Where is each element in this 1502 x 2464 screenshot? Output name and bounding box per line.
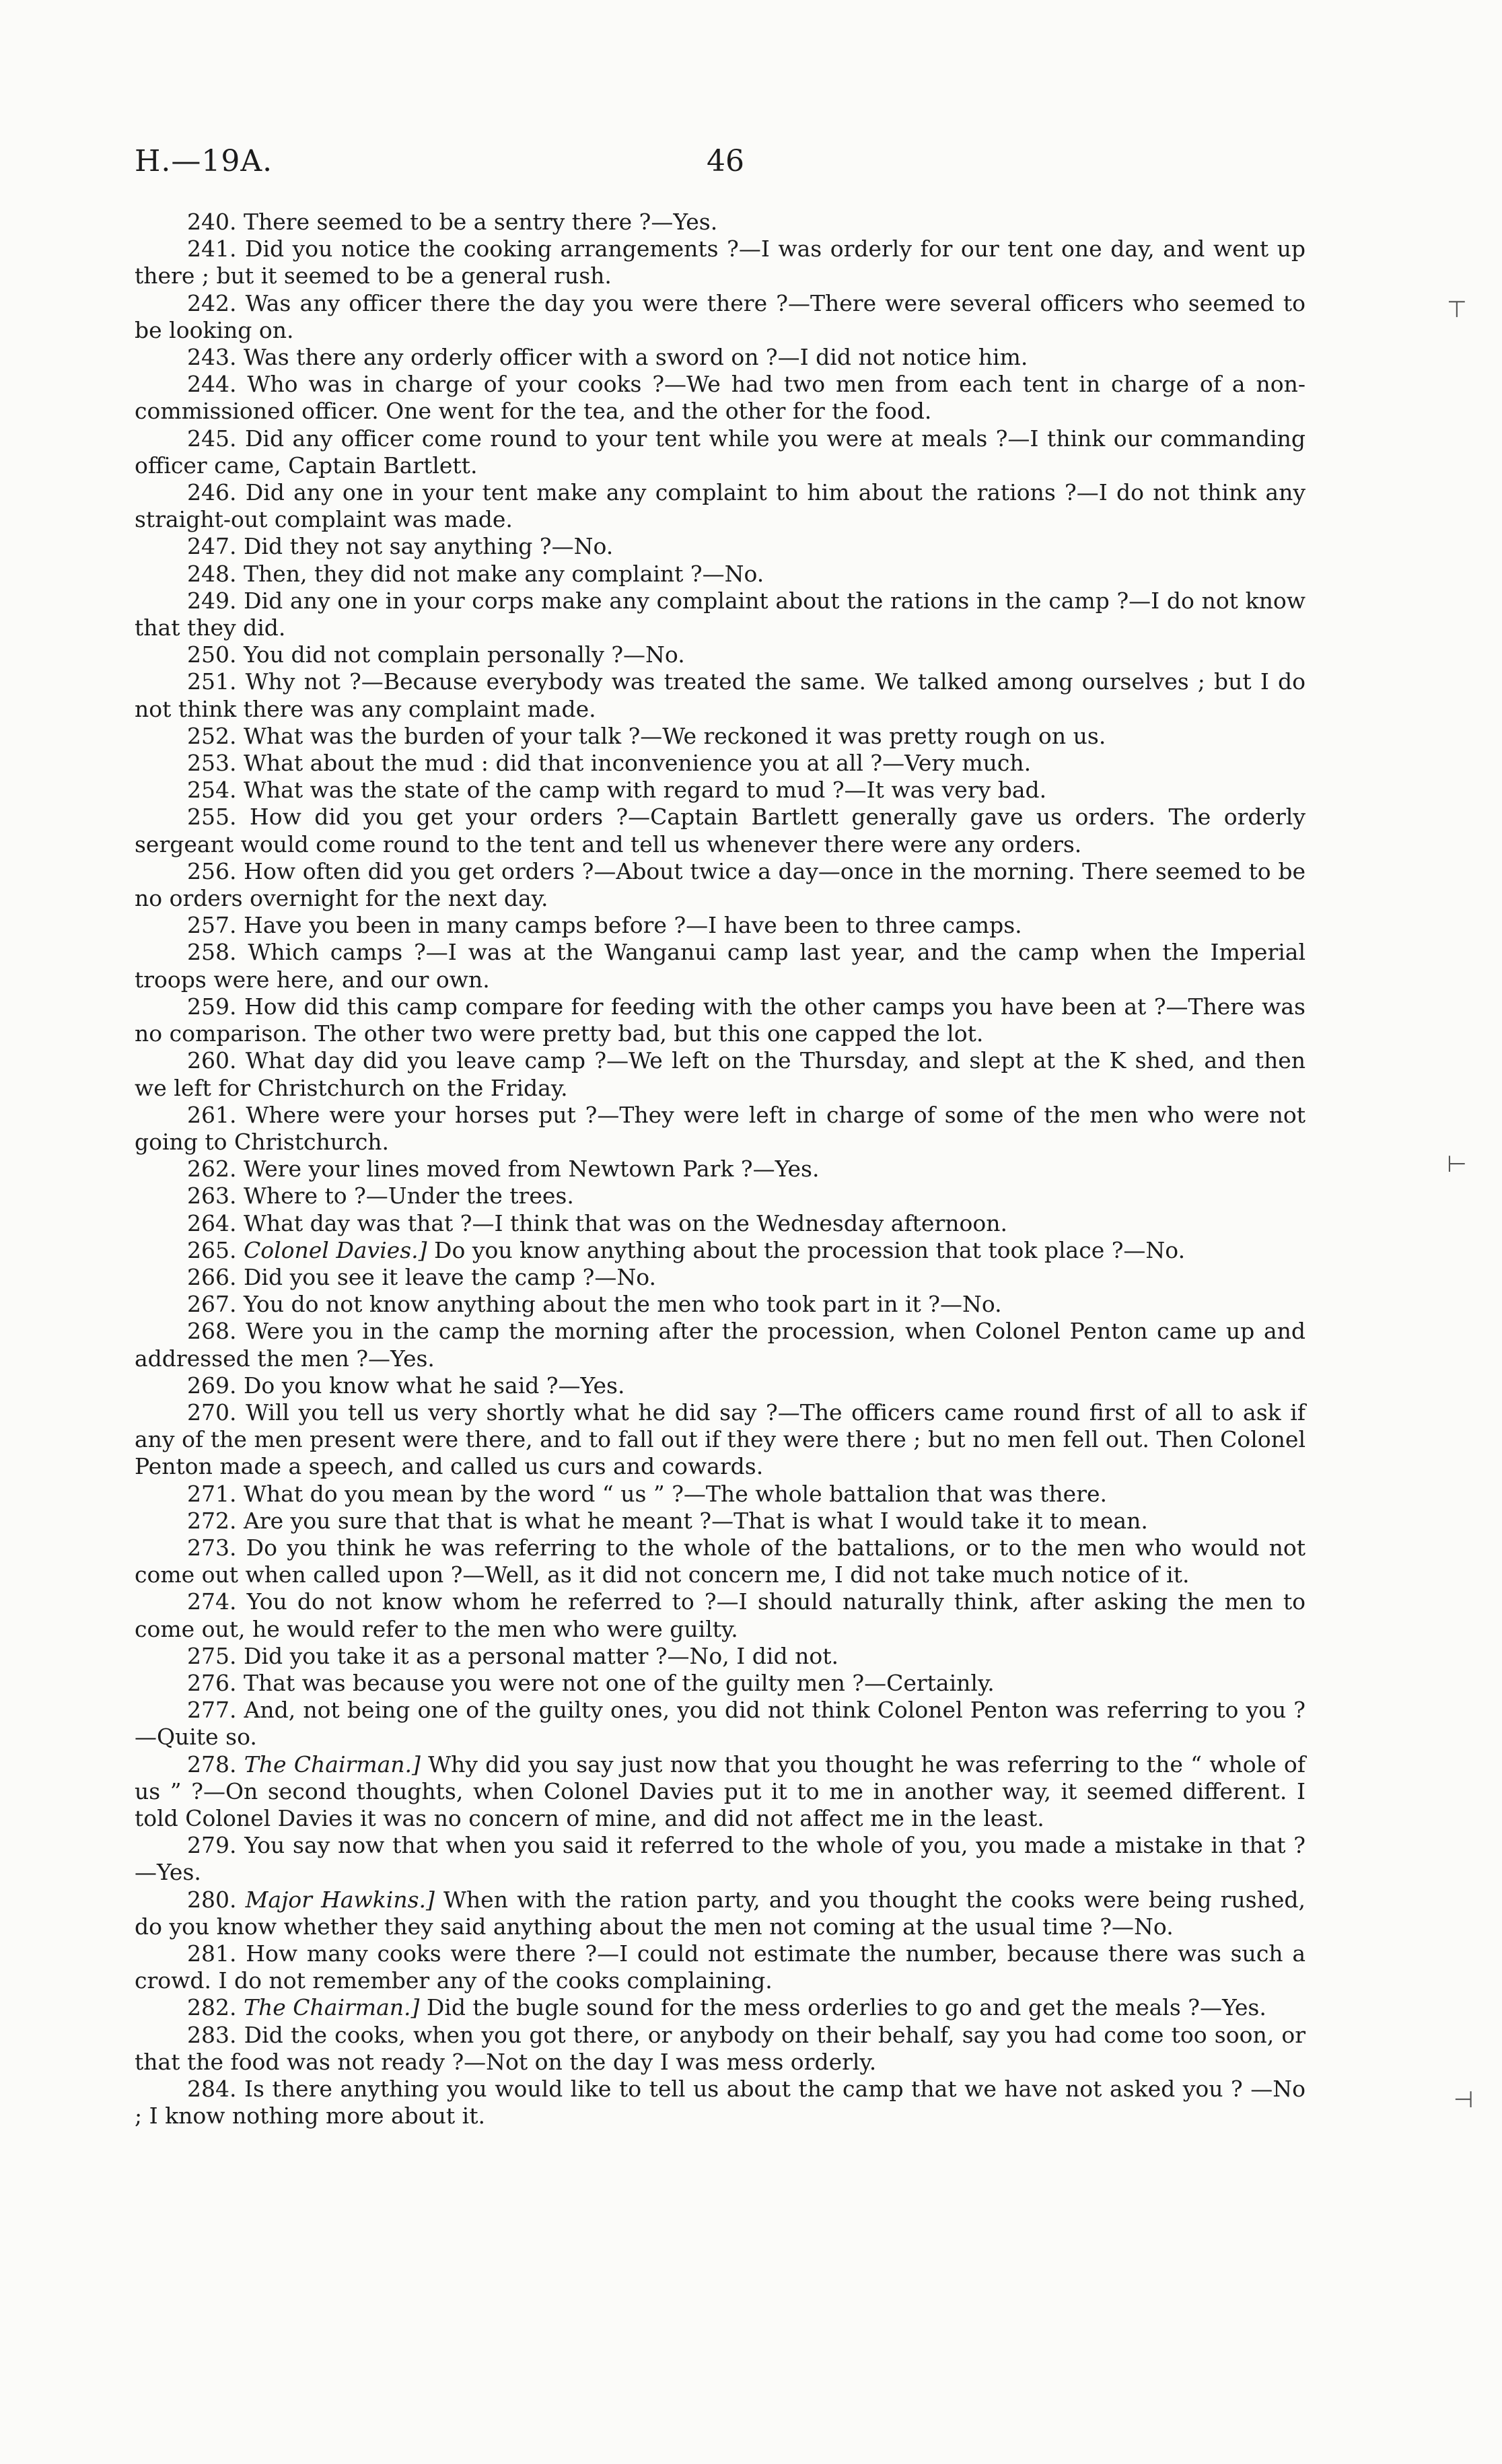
testimony-entry — [135, 1481, 1306, 1508]
testimony-entry — [135, 858, 1306, 912]
entry-text: 240. There seemed to be a sentry there ?—Yes. — [187, 209, 718, 235]
testimony-entry — [135, 1588, 1306, 1642]
testimony-entry — [135, 371, 1306, 425]
entry-number: 280. — [187, 1886, 237, 1913]
testimony-entry — [135, 750, 1306, 777]
testimony-entry — [135, 479, 1306, 533]
testimony-entry — [135, 1291, 1306, 1318]
entry-text: 252. What was the burden of your talk ?—We reckoned it was pretty rough on us. — [187, 722, 1106, 749]
testimony-entry — [135, 804, 1306, 857]
testimony-entry — [135, 1237, 1306, 1264]
entry-text: 272. Are you sure that that is what he meant ?—That is what I would take it to mean. — [187, 1507, 1148, 1534]
entry-text: 284. Is there anything you would like to tell us about the camp that we have not asked you ? —No ; I know nothing more about it. — [135, 2076, 1306, 2129]
testimony-entry — [135, 561, 1306, 588]
entry-number: 282. — [187, 1994, 237, 2021]
page-number: 46 — [707, 144, 744, 178]
entry-text: 277. And, not being one of the guilty ones, you did not think Colonel Penton was referring to you ?—Quite so. — [135, 1697, 1306, 1751]
testimony-entry — [135, 912, 1306, 939]
entry-text: 263. Where to ?—Under the trees. — [187, 1183, 574, 1209]
entry-text: 262. Were your lines moved from Newtown Park ?—Yes. — [187, 1156, 820, 1183]
entry-text: 276. That was because you were not one of the guilty men ?—Certainly. — [187, 1669, 995, 1696]
testimony-entry — [135, 1508, 1306, 1535]
entry-text: 261. Where were your horses put ?—They were left in charge of some of the men who were not going to Christchurch. — [135, 1101, 1306, 1155]
testimony-entry — [135, 533, 1306, 560]
entry-text: 251. Why not ?—Because everybody was treated the same. We talked among ourselves ; but I do not think there was any complaint made. — [135, 668, 1306, 722]
entry-text: 257. Have you been in many camps before ?—I have been to three camps. — [187, 912, 1022, 939]
speaker-label: The Chairman.] — [244, 1751, 421, 1777]
testimony-entry — [135, 1887, 1306, 1940]
testimony-entry — [135, 1047, 1306, 1101]
page-header — [135, 144, 1306, 191]
testimony-entry — [135, 1535, 1306, 1588]
testimony-entry — [135, 1318, 1306, 1372]
entry-text: 270. Will you tell us very shortly what he did say ?—The officers came round first of all to ask if any of the men present were there, and to fall out if they were there ; but no men fell out. Then Colonel Penton made a speech, and called us curs and cowards. — [135, 1399, 1306, 1480]
testimony-entry — [135, 723, 1306, 750]
entry-number: 278. — [187, 1751, 237, 1777]
entry-text: 242. Was any officer there the day you were there ?—There were several officers who seemed to be looking on. — [135, 289, 1306, 343]
entry-text: 249. Did any one in your corps make any complaint about the rations in the camp ?—I do not know that they did. — [135, 587, 1306, 641]
speaker-label: The Chairman.] — [243, 1994, 420, 2021]
entry-text: 254. What was the state of the camp with regard to mud ?—It was very bad. — [187, 777, 1047, 804]
document-code: H.—19A. — [135, 144, 273, 178]
entry-text: 269. Do you know what he said ?—Yes. — [187, 1372, 625, 1399]
testimony-entry — [135, 641, 1306, 668]
entry-text: 267. You do not know anything about the men who took part in it ?—No. — [187, 1291, 1002, 1318]
testimony-entry — [135, 1751, 1306, 1833]
testimony-entry — [135, 993, 1306, 1047]
entry-text: Why did you say just now that you thought he was referring to the “ whole of us ” ?—On second thoughts, when Colonel Davies put it to me in another way, it seemed different. I told Colonel Davies it was no concern of mine, and did not affect me in the least. — [135, 1751, 1306, 1831]
entry-text: 256. How often did you get orders ?—About twice a day—once in the morning. There seemed to be no orders overnight for the next day. — [135, 857, 1306, 912]
entry-text: 250. You did not complain personally ?—No. — [187, 641, 685, 668]
testimony-entry — [135, 1940, 1306, 1994]
testimony-entry — [135, 425, 1306, 479]
entry-text: 271. What do you mean by the word “ us ” ?—The whole battalion that was there. — [187, 1480, 1107, 1507]
testimony-entry — [135, 1372, 1306, 1399]
testimony-entry — [135, 2022, 1306, 2076]
entry-text: 279. You say now that when you said it referred to the whole of you, you made a mistake in that ?—Yes. — [135, 1832, 1306, 1886]
entry-text: 268. Were you in the camp the morning after the procession, when Colonel Penton came up and addressed the men ?—Yes. — [135, 1318, 1306, 1372]
entry-text: 259. How did this camp compare for feeding with the other camps you have been at ?—There was no comparison. The other two were pretty bad, but this one capped the lot. — [135, 993, 1306, 1047]
testimony-entry — [135, 290, 1306, 344]
testimony-entry — [135, 1102, 1306, 1156]
testimony-entry — [135, 1183, 1306, 1209]
speaker-label: Major Hawkins.] — [245, 1886, 435, 1913]
entry-text: 253. What about the mud : did that inconvenience you at all ?—Very much. — [187, 750, 1032, 777]
testimony-entry — [135, 209, 1306, 236]
entry-text: Do you know anything about the procession that took place ?—No. — [427, 1236, 1186, 1263]
entry-text: Did the bugle sound for the mess orderlies to go and get the meals ?—Yes. — [419, 1994, 1266, 2021]
testimony-body — [135, 209, 1306, 2129]
testimony-entry — [135, 588, 1306, 641]
testimony-entry — [135, 1670, 1306, 1697]
testimony-entry — [135, 1210, 1306, 1237]
entry-text: 283. Did the cooks, when you got there, or anybody on their behalf, say you had come too soon, or that the food was not ready ?—Not on the day I was mess orderly. — [135, 2021, 1306, 2075]
margin-mark-icon: ⊢ — [1447, 1151, 1467, 1178]
entry-text: 266. Did you see it leave the camp ?—No. — [187, 1263, 656, 1290]
testimony-entry — [135, 668, 1306, 722]
testimony-entry — [135, 236, 1306, 289]
margin-mark-icon: ⊤ — [1447, 296, 1467, 323]
testimony-entry — [135, 2076, 1306, 2129]
testimony-entry — [135, 1697, 1306, 1751]
testimony-entry — [135, 1156, 1306, 1183]
testimony-entry — [135, 1832, 1306, 1886]
entry-text: 247. Did they not say anything ?—No. — [187, 533, 614, 560]
entry-text: 274. You do not know whom he referred to ?—I should naturally think, after asking the men to come out, he would refer to the men who were guilty. — [135, 1588, 1306, 1642]
entry-text: 281. How many cooks were there ?—I could not estimate the number, because there was such a crowd. I do not remember any of the cooks complaining. — [135, 1940, 1306, 1994]
entry-text: 243. Was there any orderly officer with a sword on ?—I did not notice him. — [187, 344, 1028, 371]
margin-mark-icon: ⊣ — [1454, 2086, 1474, 2113]
entry-text: 246. Did any one in your tent make any complaint to him about the rations ?—I do not think any straight-out complaint was made. — [135, 479, 1306, 533]
entry-text: 273. Do you think he was referring to the whole of the battalions, or to the men who would not come out when called upon ?—Well, as it did not concern me, I did not take much notice of it. — [135, 1534, 1306, 1588]
entry-text: 245. Did any officer come round to your tent while you were at meals ?—I think our commanding officer came, Captain Bartlett. — [135, 425, 1306, 479]
entry-text: 241. Did you notice the cooking arrangements ?—I was orderly for our tent one day, and went up there ; but it seemed to be a general rush. — [135, 236, 1306, 289]
entry-text: 258. Which camps ?—I was at the Wanganui camp last year, and the camp when the Imperial troops were here, and our own. — [135, 939, 1306, 993]
testimony-entry — [135, 1994, 1306, 2021]
testimony-entry — [135, 1399, 1306, 1481]
entry-text: 275. Did you take it as a personal matter ?—No, I did not. — [187, 1642, 838, 1669]
entry-text: 264. What day was that ?—I think that was on the Wednesday afternoon. — [187, 1209, 1007, 1236]
testimony-entry — [135, 777, 1306, 804]
entry-text: When with the ration party, and you thought the cooks were being rushed, do you know whether they said anything about the men not coming at the usual time ?—No. — [135, 1886, 1306, 1940]
speaker-label: Colonel Davies.] — [243, 1236, 427, 1263]
entry-text: 244. Who was in charge of your cooks ?—We had two men from each tent in charge of a non-commissioned officer. One went for the tea, and the other for the food. — [135, 371, 1306, 425]
entry-text: 255. How did you get your orders ?—Captain Bartlett generally gave us orders. The orderly sergeant would come round to the tent and tell us whenever there were any orders. — [135, 804, 1306, 857]
entry-text: 248. Then, they did not make any complaint ?—No. — [187, 560, 764, 587]
entry-text: 260. What day did you leave camp ?—We left on the Thursday, and slept at the K shed, and then we left for Christchurch on the Friday. — [135, 1047, 1306, 1101]
testimony-entry — [135, 939, 1306, 993]
testimony-entry — [135, 1643, 1306, 1670]
entry-number: 265. — [187, 1236, 237, 1263]
testimony-entry — [135, 1264, 1306, 1291]
testimony-entry — [135, 344, 1306, 371]
